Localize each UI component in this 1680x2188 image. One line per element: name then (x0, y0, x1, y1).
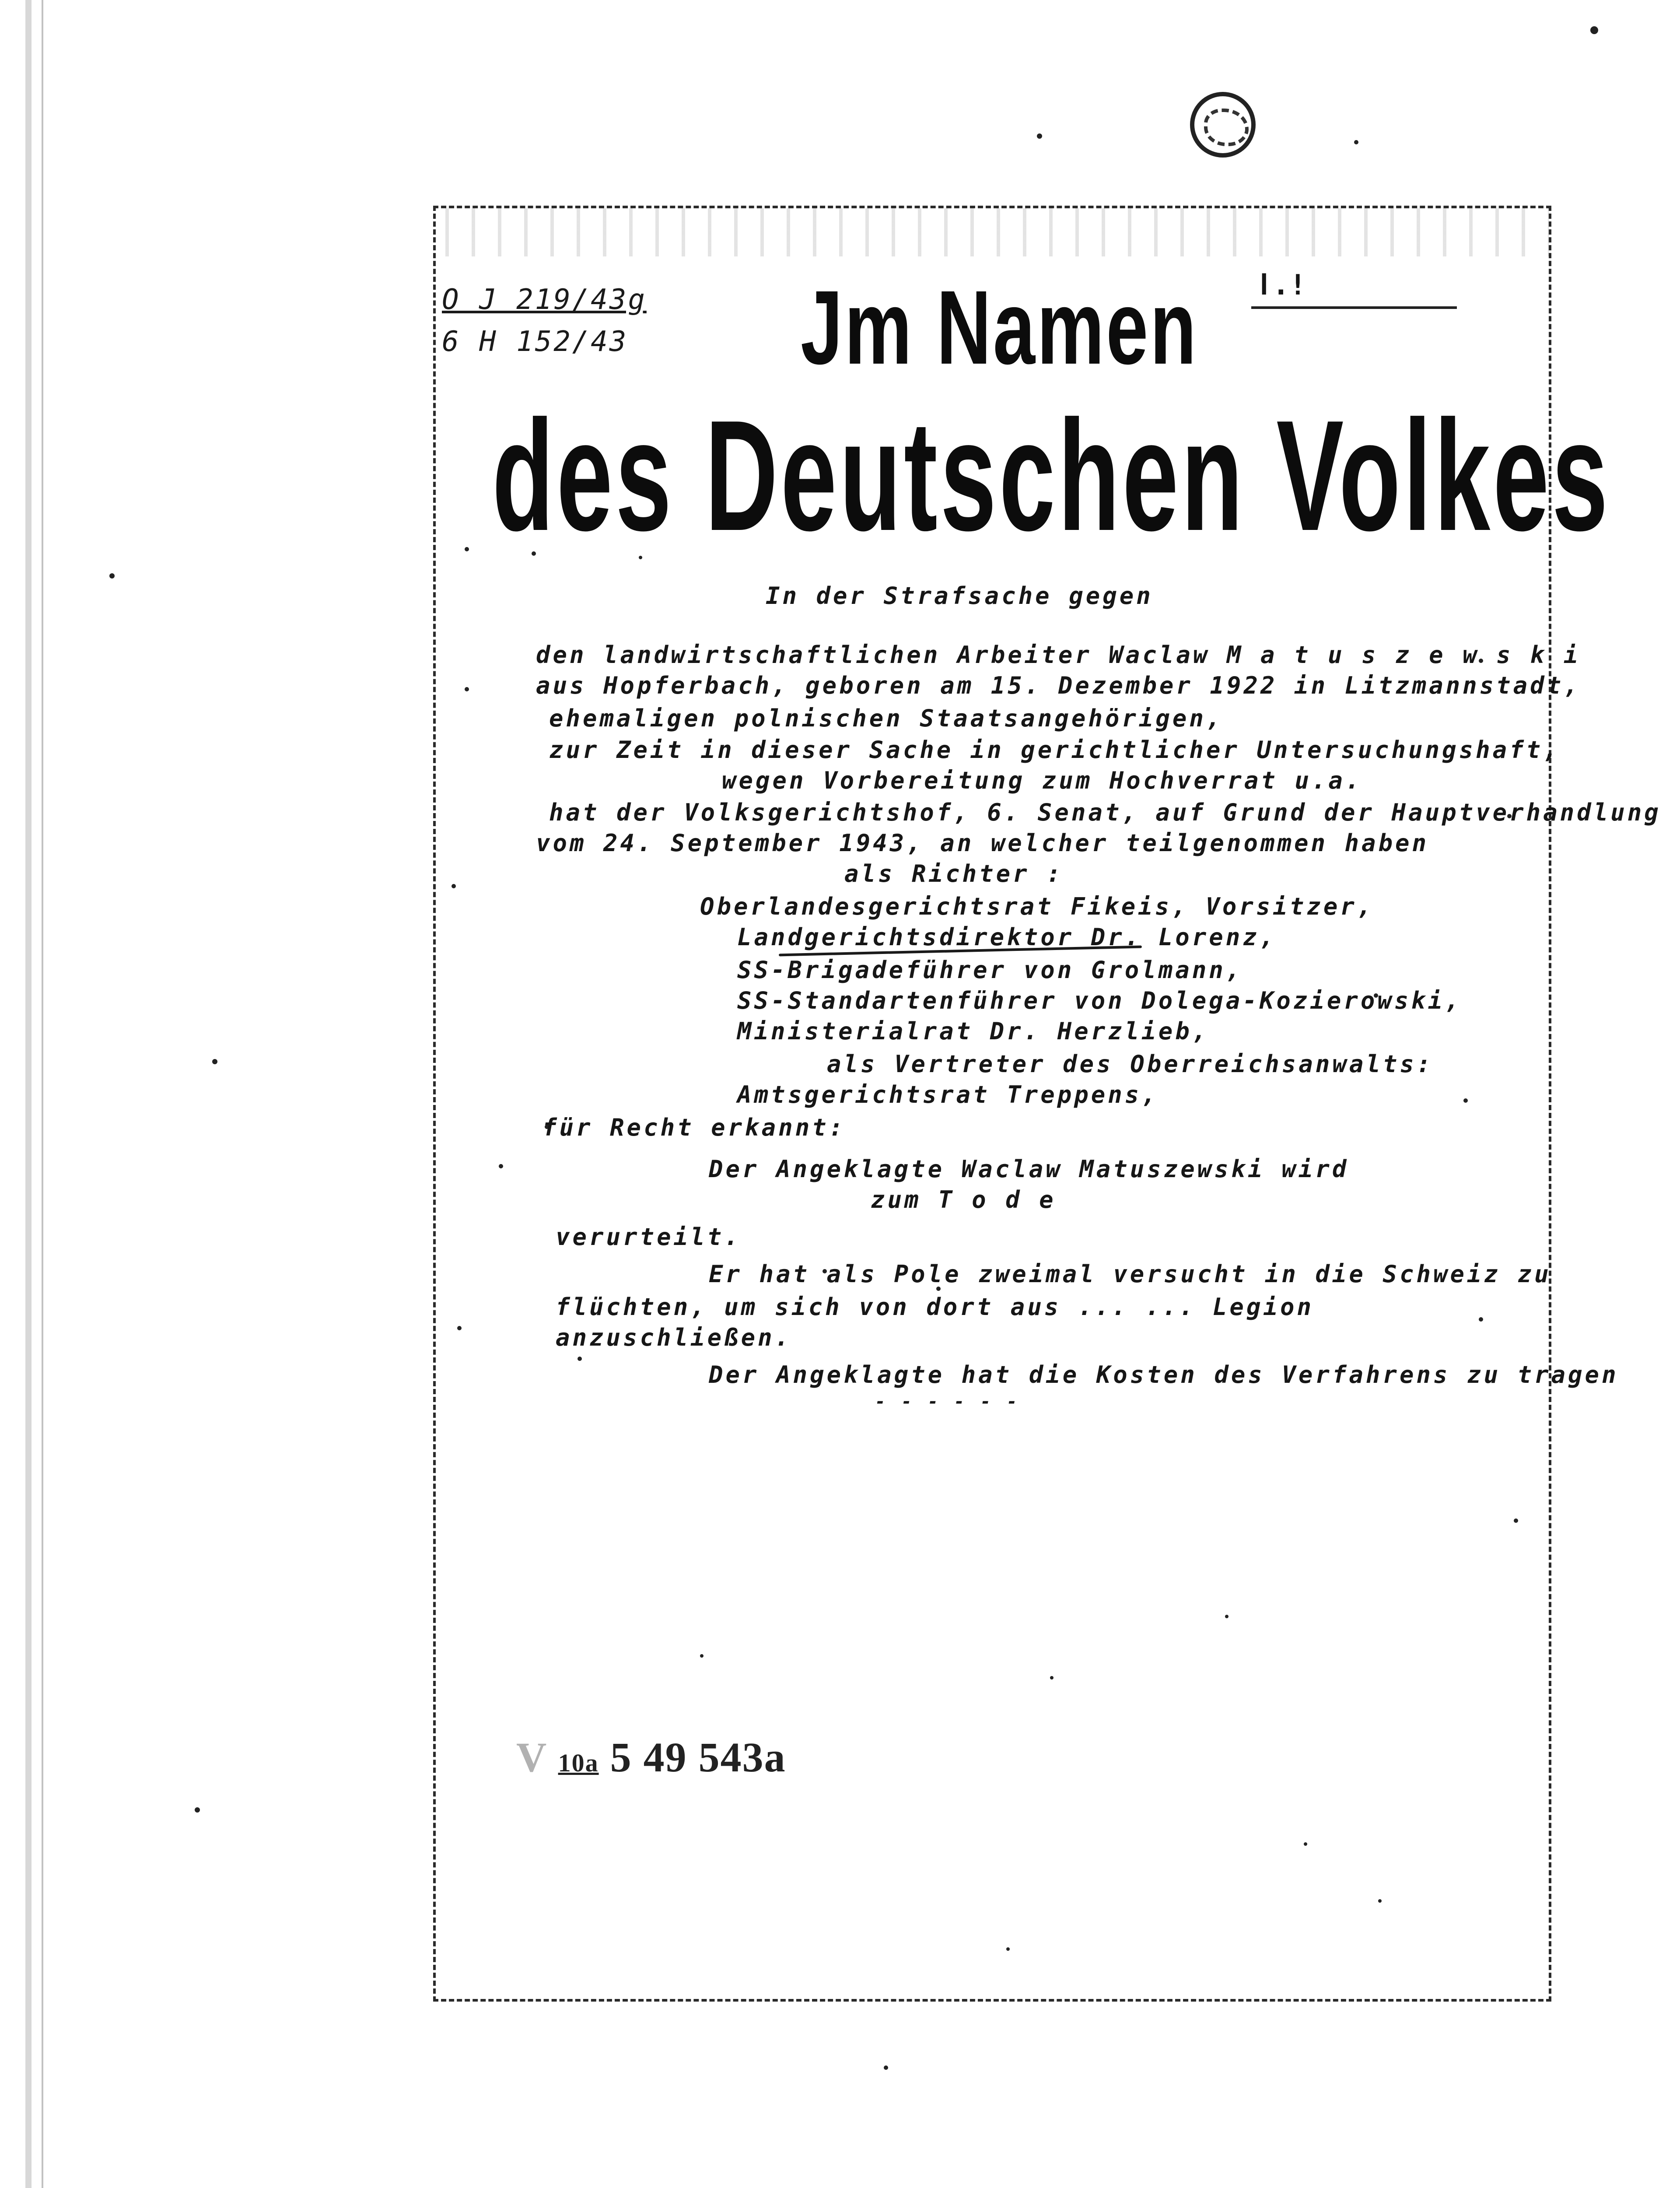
charge-line: wegen Vorbereitung zum Hochverrat u.a. (722, 767, 1362, 794)
scan-noise-band (438, 208, 1549, 256)
archive-stamp-small: 10a (558, 1749, 599, 1777)
reason-line-3: anzuschließen. (556, 1324, 792, 1351)
court-line-1: hat der Volksgerichtshof, 6. Senat, auf Grund der Hauptverhandlung (549, 799, 1661, 826)
intro-line: In der Strafsache gegen (766, 582, 1153, 610)
file-number-1: O J 219/43g (442, 284, 647, 316)
handwritten-underline (1251, 306, 1457, 309)
archive-seal-icon (1190, 92, 1256, 158)
scan-speck (195, 1807, 200, 1813)
scan-speck (1590, 26, 1598, 34)
scan-speck (1037, 133, 1042, 139)
verdict-intro: für Recht erkannt: (542, 1114, 846, 1141)
scan-page-edge-inner (42, 0, 43, 2188)
verdict-line-2: zum T o d e (871, 1186, 1056, 1213)
file-number-2: 6 H 152/43 (442, 326, 628, 358)
judge-line-2: Landgerichtsdirektor Dr. Lorenz, (737, 923, 1277, 951)
prosecutor-line: Amtsgerichtsrat Treppens, (737, 1081, 1158, 1108)
scan-speck (212, 1059, 217, 1064)
heading-line-1: Jm Namen (801, 269, 1198, 386)
defendant-line-3: ehemaligen polnischen Staatsangehörigen, (549, 705, 1223, 732)
scan-speck (1354, 140, 1358, 144)
defendant-line-4: zur Zeit in dieser Sache in gerichtlicher Untersuchungshaft, (549, 736, 1560, 764)
verdict-line-1: Der Angeklagte Waclaw Matuszewski wird (709, 1155, 1349, 1183)
scan-page-edge (25, 0, 32, 2188)
archive-stamp-number (516, 1733, 786, 1781)
archive-stamp-prefix: V (516, 1734, 547, 1781)
reason-line-2: flüchten, um sich von dort aus ... ... Legion (556, 1293, 1314, 1321)
as-judges-line: als Richter : (844, 860, 1064, 887)
court-line-2: vom 24. September 1943, an welcher teilgenommen haben (536, 829, 1429, 857)
judge-line-5: Ministerialrat Dr. Herzlieb, (737, 1017, 1209, 1045)
judge-line-3: SS-Brigadeführer von Grolmann, (737, 956, 1243, 984)
defendant-line-2: aus Hopferbach, geboren am 15. Dezember 1922 in Litzmannstadt, (536, 672, 1581, 699)
costs-line: Der Angeklagte hat die Kosten des Verfahrens zu tragen (709, 1361, 1619, 1389)
defendant-line-1: den landwirtschaftlichen Arbeiter Waclaw M a t u s z e w s k i (536, 641, 1581, 669)
prosecutor-label: als Vertreter des Oberreichsanwalts: (827, 1050, 1434, 1078)
archive-stamp-main: 5 49 543a (610, 1734, 786, 1781)
judge-line-4: SS-Standartenführer von Dolega-Kozierowski, (737, 987, 1462, 1014)
scan-speck (884, 2065, 888, 2070)
handwritten-mark: ا.! (1256, 269, 1306, 302)
verdict-line-3: verurteilt. (556, 1223, 741, 1251)
heading-line-2: des Deutschen Volkes (492, 388, 1611, 564)
reason-line-1: Er hat als Pole zweimal versucht in die Schweiz zu (709, 1260, 1551, 1288)
scan-speck (109, 573, 115, 579)
closing-dashes: - - - - - - (875, 1392, 1020, 1412)
judge-line-1: Oberlandesgerichtsrat Fikeis, Vorsitzer, (700, 893, 1374, 920)
